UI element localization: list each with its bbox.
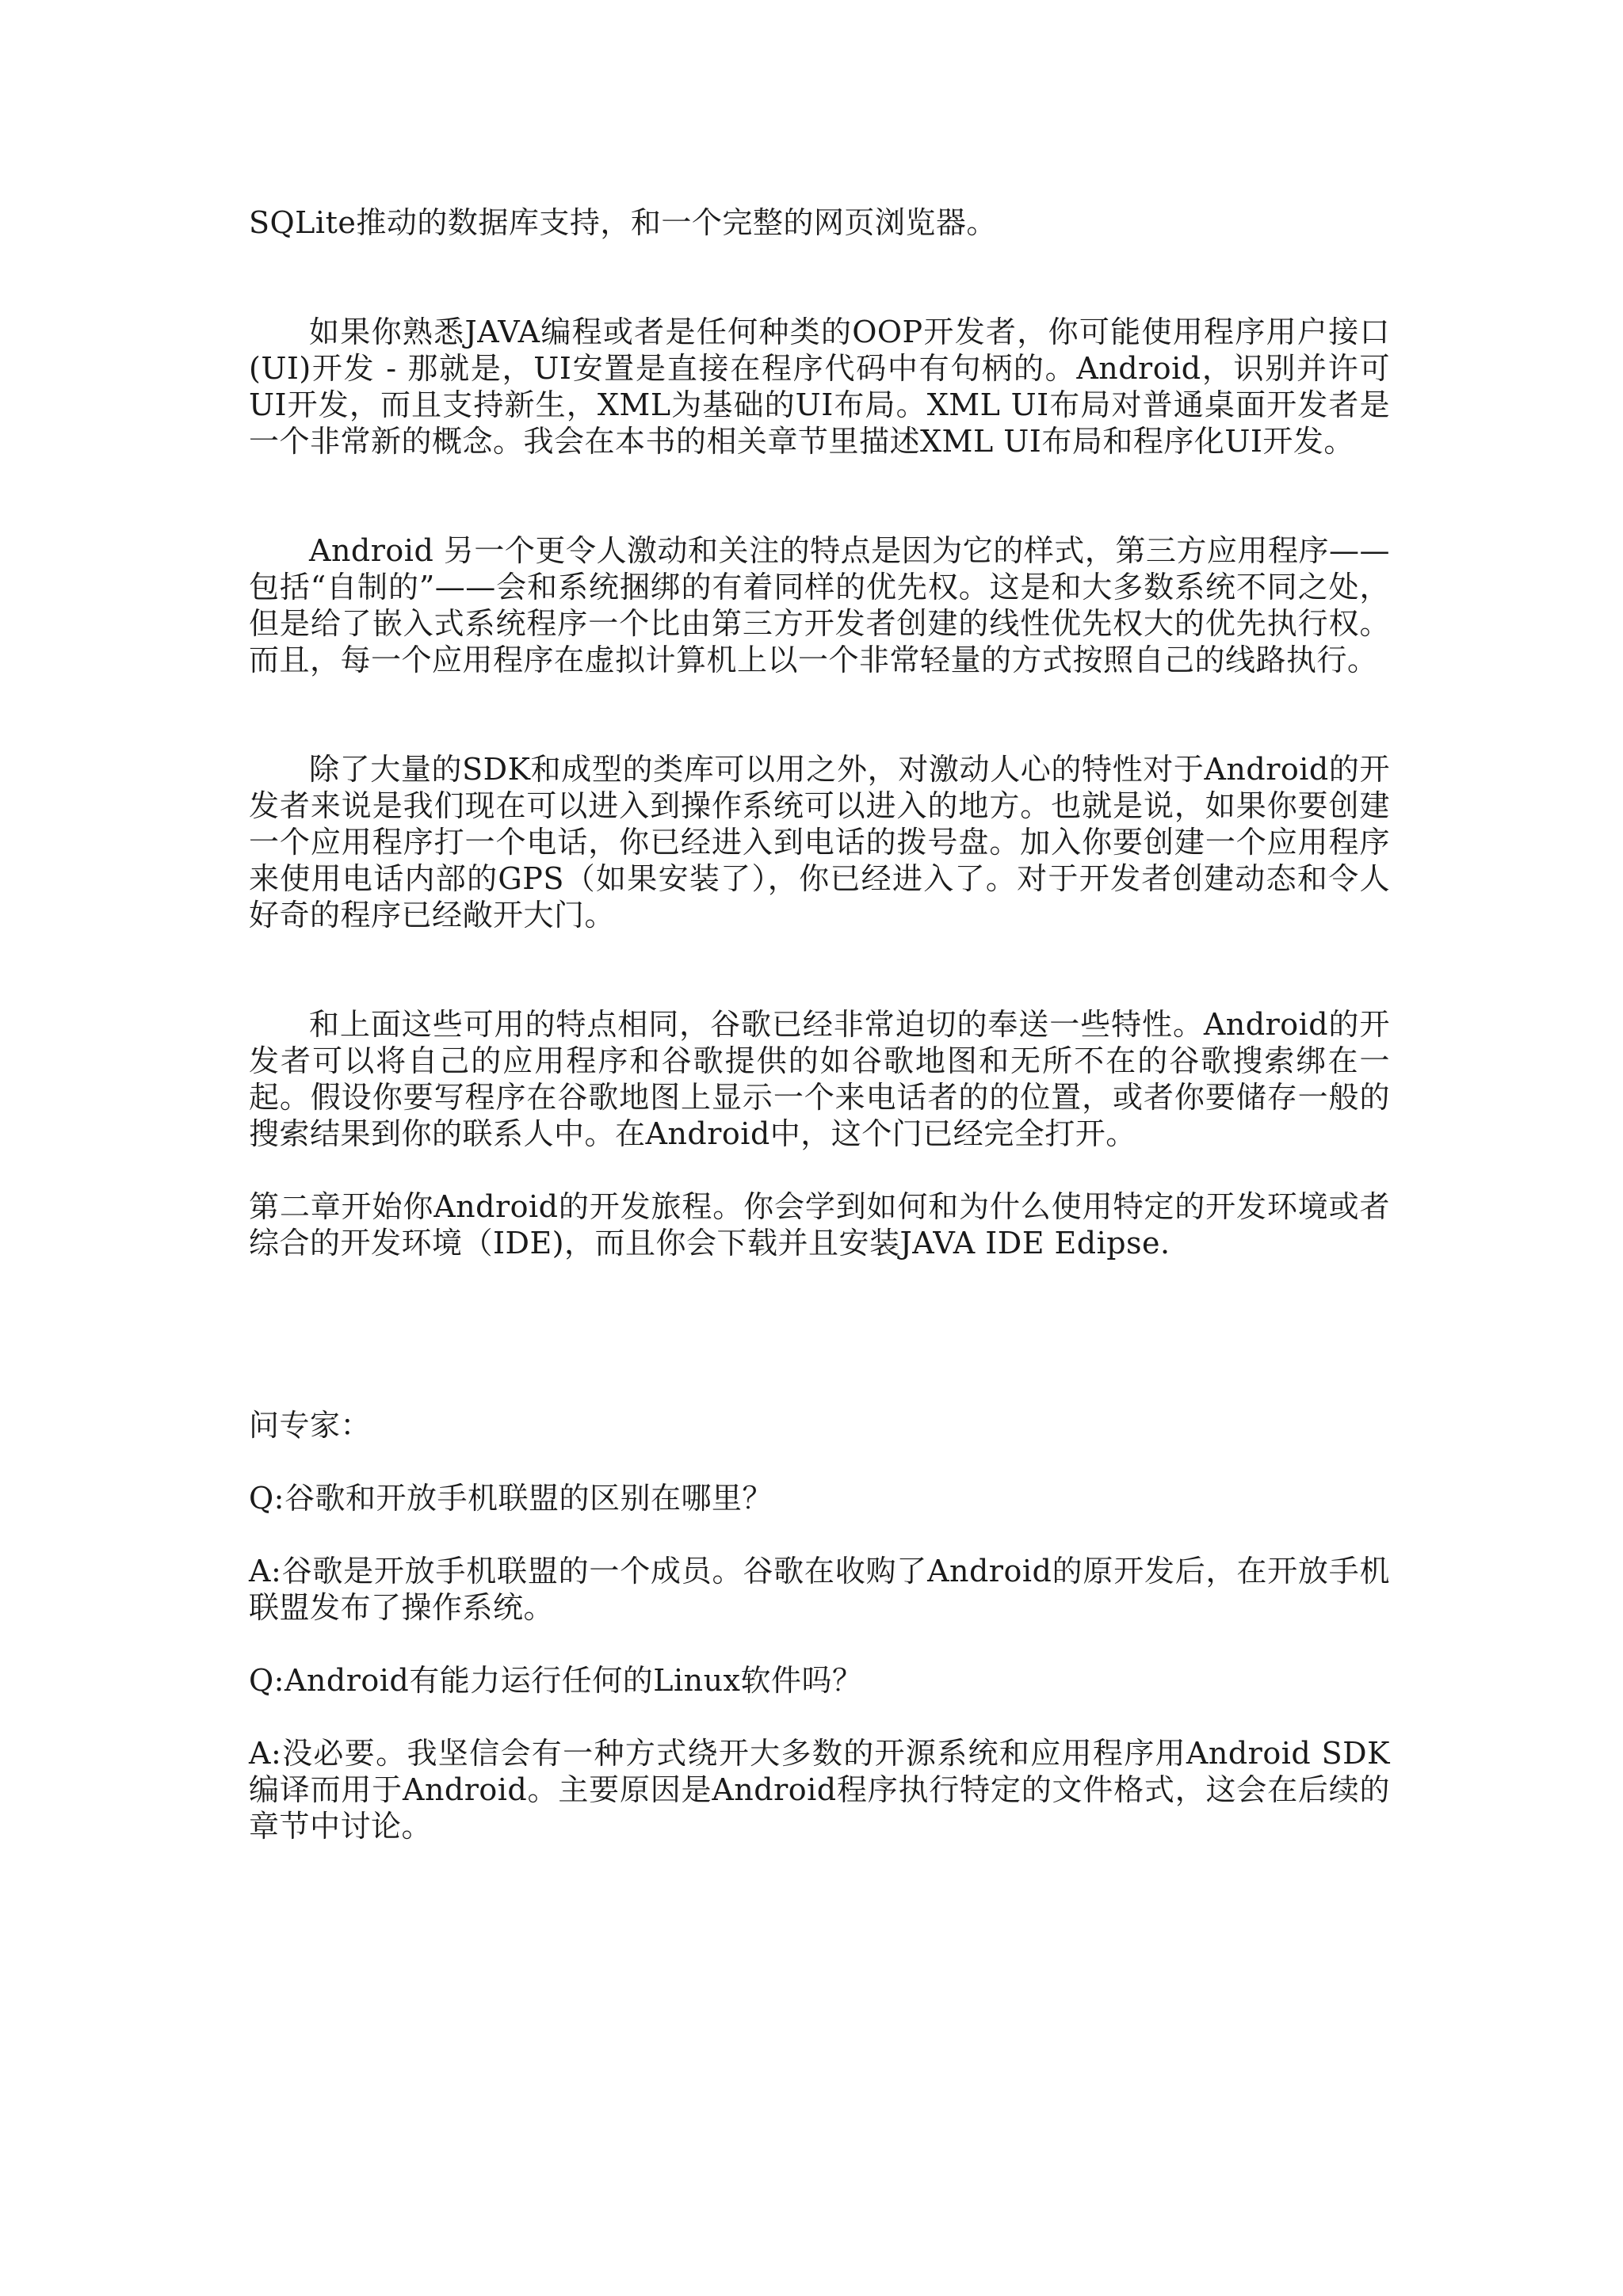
qa-question-1: Q:谷歌和开放手机联盟的区别在哪里？ <box>249 1481 773 1516</box>
qa-question-2: Q:Android有能力运行任何的Linux软件吗？ <box>249 1663 863 1698</box>
paragraph-third-party-priority: Android 另一个更令人激动和关注的特点是因为它的样式，第三方应用程序——包括“自制的”——会和系统捆绑的有着同样的优先权。这是和大多数系统不同之处，但是给了嵌入式系统程序一个比由第三方开发者创建的线性优先权大的优先执行权。而且，每一个应用程序在虚拟计算机上以一个非常轻量的方式按照自己的线路执行。 <box>249 533 1390 677</box>
paragraph-chapter-two: 第二章开始你Android的开发旅程。你会学到如何和为什么使用特定的开发环境或者综合的开发环境（IDE)，而且你会下载并且安装JAVA IDE Edipse. <box>249 1189 1390 1261</box>
qa-answer-2: A:没必要。我坚信会有一种方式绕开大多数的开源系统和应用程序用Android SDK编译而用于Android。主要原因是Android程序执行特定的文件格式，这会在后续的章节中讨论。 <box>249 1736 1390 1844</box>
qa-heading: 问专家： <box>249 1408 372 1443</box>
paragraph-ui-development: 如果你熟悉JAVA编程或者是任何种类的OOP开发者，你可能使用程序用户接口(UI)开发 - 那就是，UI安置是直接在程序代码中有句柄的。Android，识别并许可UI开发，而且支持新生，XML为基础的UI布局。XML UI布局对普通桌面开发者是一个非常新的概念。我会在本书的相关章节里描述XML UI布局和程序化UI开发。 <box>249 315 1390 459</box>
paragraph-sqlite: SQLite推动的数据库支持，和一个完整的网页浏览器。 <box>249 205 997 240</box>
paragraph-google-features: 和上面这些可用的特点相同，谷歌已经非常迫切的奉送一些特性。Android的开发者可以将自己的应用程序和谷歌提供的如谷歌地图和无所不在的谷歌搜索绑在一起。假设你要写程序在谷歌地图上显示一个来电话者的的位置，或者你要储存一般的搜索结果到你的联系人中。在Android中，这个门已经完全打开。 <box>249 1007 1390 1151</box>
paragraph-sdk-access: 除了大量的SDK和成型的类库可以用之外，对激动人心的特性对于Android的开发者来说是我们现在可以进入到操作系统可以进入的地方。也就是说，如果你要创建一个应用程序打一个电话，你已经进入到电话的拨号盘。加入你要创建一个应用程序来使用电话内部的GPS（如果安装了），你已经进入了。对于开发者创建动态和令人好奇的程序已经敞开大门。 <box>249 752 1390 933</box>
qa-answer-1: A:谷歌是开放手机联盟的一个成员。谷歌在收购了Android的原开发后，在开放手机联盟发布了操作系统。 <box>249 1554 1390 1625</box>
document-page <box>249 204 1390 1844</box>
